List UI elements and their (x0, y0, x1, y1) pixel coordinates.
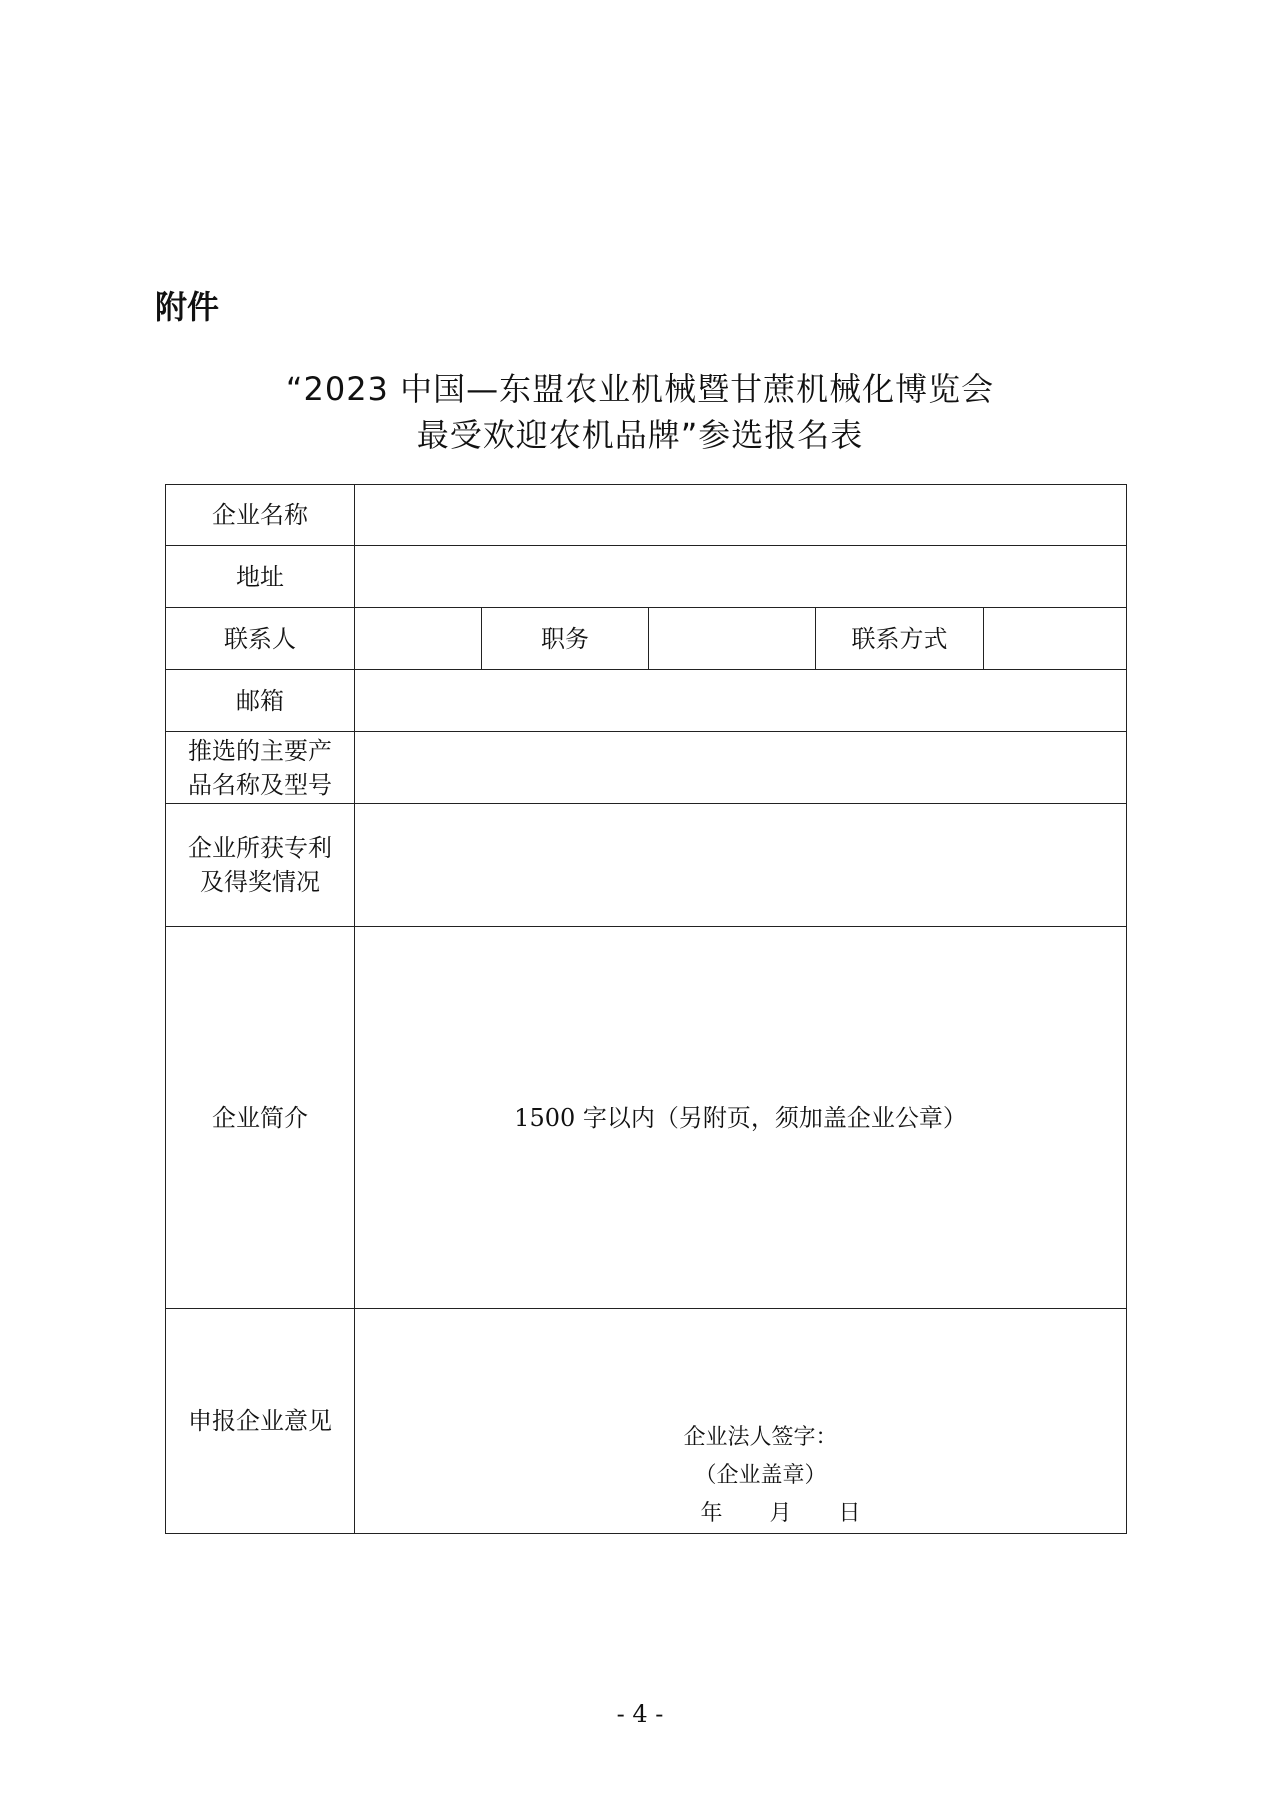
products-label-line-1: 推选的主要产 (188, 736, 332, 765)
row-intro (166, 927, 1127, 1309)
row-patents (166, 804, 1127, 927)
intro-label: 企业简介 (166, 927, 355, 1309)
row-opinion (166, 1309, 1127, 1534)
contact-person-field[interactable] (355, 608, 482, 670)
email-field[interactable] (355, 670, 1127, 732)
registration-form-table (165, 484, 1127, 1534)
intro-field[interactable] (355, 927, 1127, 1309)
form-title-line-2: 最受欢迎农机品牌”参选报名表 (416, 416, 864, 454)
form-title-line-1: “2023 中国—东盟农业机械暨甘蔗机械化博览会 (285, 370, 995, 408)
products-label (166, 732, 355, 804)
address-label: 地址 (166, 546, 355, 608)
patents-label (166, 804, 355, 927)
position-field[interactable] (649, 608, 816, 670)
contact-method-field[interactable] (984, 608, 1127, 670)
contact-person-label: 联系人 (166, 608, 355, 670)
page-number: - 4 - (616, 1700, 664, 1728)
contact-method-label: 联系方式 (816, 608, 984, 670)
products-field[interactable] (355, 732, 1127, 804)
patents-label-line-2: 及得奖情况 (200, 868, 320, 896)
row-products (166, 732, 1127, 804)
company-name-field[interactable] (355, 485, 1127, 546)
patents-field[interactable] (355, 804, 1127, 927)
opinion-field[interactable] (355, 1309, 1127, 1534)
email-label: 邮箱 (166, 670, 355, 732)
row-contact (166, 608, 1127, 670)
row-email (166, 670, 1127, 732)
attachment-label: 附件 (155, 288, 220, 326)
row-address (166, 546, 1127, 608)
legal-rep-signature-label: 企业法人签字： (683, 1425, 838, 1450)
opinion-label: 申报企业意见 (166, 1309, 355, 1534)
row-company-name (166, 485, 1127, 546)
position-label: 职务 (482, 608, 649, 670)
products-label-line-2: 品名称及型号 (188, 770, 332, 799)
company-name-label: 企业名称 (166, 485, 355, 546)
intro-note: 1500 字以内（另附页，须加盖企业公章） (514, 1103, 967, 1132)
patents-label-line-1: 企业所获专利 (188, 834, 332, 862)
date-line: 年 月 日 (700, 1501, 861, 1526)
company-seal-label: （企业盖章） (694, 1463, 827, 1488)
address-field[interactable] (355, 546, 1127, 608)
